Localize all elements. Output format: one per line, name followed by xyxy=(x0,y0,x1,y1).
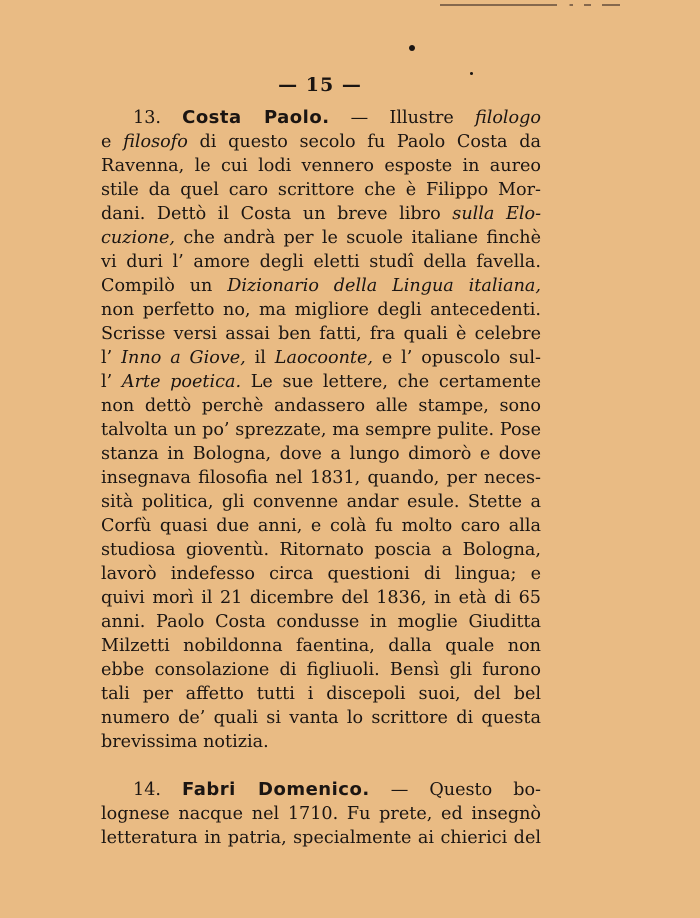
text-line xyxy=(101,106,541,130)
text-run: e xyxy=(101,132,124,152)
text-run: non perfetto no, ma migliore degli antecedenti. xyxy=(101,300,541,320)
text-run: stile da quel caro scrittore che è Filippo Mor- xyxy=(101,180,541,200)
text-line xyxy=(101,730,541,754)
text-run: brevissima notizia. xyxy=(101,732,269,752)
text-line xyxy=(101,466,541,490)
text-run: letteratura in patria, specialmente ai chierici del xyxy=(101,828,541,848)
text-line xyxy=(101,490,541,514)
italic-text: filologo xyxy=(474,108,541,128)
italic-text: Inno a Giove, xyxy=(121,348,246,368)
text-line xyxy=(101,226,541,250)
text-line xyxy=(101,370,541,394)
text-line xyxy=(101,514,541,538)
italic-text: filosofo xyxy=(123,132,188,152)
text-run: che andrà per le scuole italiane finchè xyxy=(175,228,541,248)
italic-text: sulla Elo- xyxy=(452,204,542,224)
text-line xyxy=(101,778,541,802)
text-run: vi duri l’ amore degli eletti studî della favella. xyxy=(101,252,541,272)
text-run: quivi morì il 21 dicembre del 1836, in età di 65 xyxy=(101,588,541,608)
text-line xyxy=(101,442,541,466)
text-run: ebbe consolazione di figliuoli. Bensì gli furono xyxy=(101,660,541,680)
text-line xyxy=(101,826,541,850)
text-run: anni. Paolo Costa condusse in moglie Giuditta xyxy=(101,612,541,632)
entry-number: 14. xyxy=(133,780,161,800)
text-line xyxy=(101,298,541,322)
text-line xyxy=(101,802,541,826)
text-run: numero de’ quali si vanta lo scrittore di questa xyxy=(101,708,541,728)
italic-text: Laocoonte, xyxy=(274,348,374,368)
text-run: sità politica, gli convenne andar esule. Stette a xyxy=(101,492,541,512)
text-run: e l’ opuscolo sul- xyxy=(373,348,541,368)
text-run: lavorò indefesso circa questioni di lingua; e xyxy=(101,564,541,584)
text-line xyxy=(101,586,541,610)
text-run: l’ xyxy=(101,348,122,368)
text-line xyxy=(101,346,541,370)
text-line xyxy=(101,538,541,562)
text-run: non dettò perchè andassero alle stampe, sono xyxy=(101,396,541,416)
text-run: — Questo bo- xyxy=(369,780,542,800)
italic-text: Arte poetica. xyxy=(121,372,242,392)
text-line xyxy=(101,154,541,178)
top-edge-rule xyxy=(440,4,620,6)
entry-title: Costa Paolo. xyxy=(182,107,330,128)
text-run: il xyxy=(245,348,275,368)
text-run: lognese nacque nel 1710. Fu prete, ed insegnò xyxy=(101,804,541,824)
text-run: l’ xyxy=(101,372,122,392)
text-line xyxy=(101,682,541,706)
ink-speck xyxy=(409,45,415,51)
text-line xyxy=(101,130,541,154)
text-run: di questo secolo fu Paolo Costa da xyxy=(187,132,541,152)
text-run: stanza in Bologna, dove a lungo dimorò e dove xyxy=(101,444,541,464)
text-run: Milzetti nobildonna faentina, dalla quale non xyxy=(101,636,541,656)
text-run: Le sue lettere, che certamente xyxy=(241,372,542,392)
entry-number: 13. xyxy=(133,108,161,128)
page-number: — 15 — xyxy=(278,74,362,96)
text-run: Ravenna, le cui lodi vennero esposte in aureo xyxy=(101,156,541,176)
text-line xyxy=(101,610,541,634)
text-run: studiosa gioventù. Ritornato poscia a Bologna, xyxy=(101,540,541,560)
text-run: — Illustre xyxy=(329,108,475,128)
text-line xyxy=(101,562,541,586)
text-run: Compilò un xyxy=(101,276,228,296)
italic-text: Dizionario della Lingua italiana, xyxy=(227,276,541,296)
text-line xyxy=(101,394,541,418)
text-line xyxy=(101,178,541,202)
text-run: talvolta un po’ sprezzate, ma sempre pulite. Pose xyxy=(101,420,541,440)
text-run: dani. Dettò il Costa un breve libro xyxy=(101,204,453,224)
text-line xyxy=(101,418,541,442)
text-line xyxy=(101,250,541,274)
italic-text: cuzione, xyxy=(101,228,176,248)
entry-costa-paolo xyxy=(101,106,541,754)
text-run: insegnava filosofia nel 1831, quando, per neces- xyxy=(101,468,541,488)
text-line xyxy=(101,634,541,658)
text-run: Scrisse versi assai ben fatti, fra quali è celebre xyxy=(101,324,541,344)
entry-fabri-domenico xyxy=(101,778,541,850)
text-line xyxy=(101,274,541,298)
text-line xyxy=(101,658,541,682)
text-run: tali per affetto tutti i discepoli suoi, del bel xyxy=(101,684,541,704)
text-run: Corfù quasi due anni, e colà fu molto caro alla xyxy=(101,516,541,536)
entry-title: Fabri Domenico. xyxy=(182,779,370,800)
text-line xyxy=(101,202,541,226)
text-line xyxy=(101,706,541,730)
text-line xyxy=(101,322,541,346)
